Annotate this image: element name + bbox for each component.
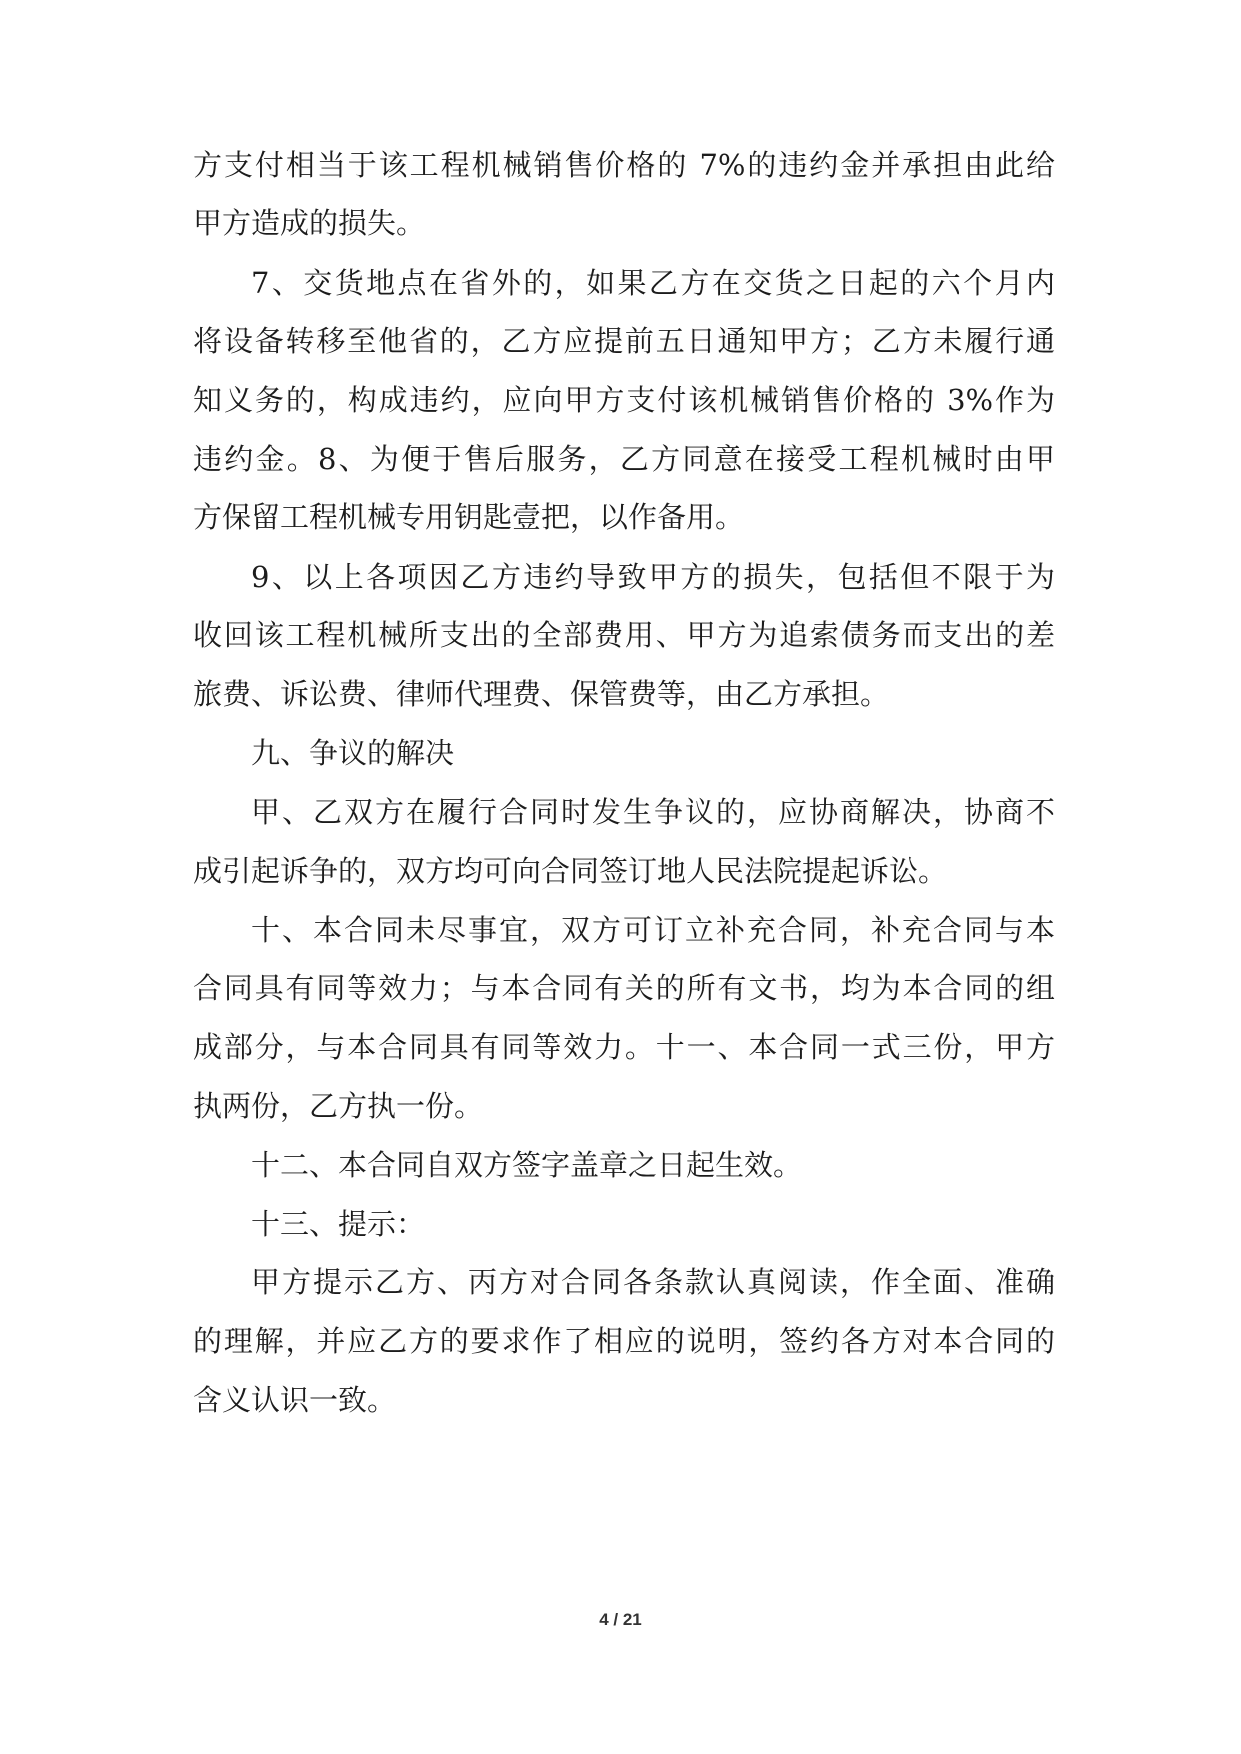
section-heading: 十三、提示： [251, 1207, 426, 1241]
body-text-line: 成部分，与本合同具有同等效力。十一、本合同一式三份，甲方 [193, 1030, 1055, 1064]
body-text-line: 方保留工程机械专用钥匙壹把，以作备用。 [193, 500, 745, 534]
body-text-line: 7、交货地点在省外的，如果乙方在交货之日起的六个月内 [251, 266, 1055, 300]
body-text-line: 含义认识一致。 [193, 1383, 397, 1417]
body-text-line: 收回该工程机械所支出的全部费用、甲方为追索债务而支出的差 [193, 618, 1055, 652]
body-text-line: 9、以上各项因乙方违约导致甲方的损失，包括但不限于为 [251, 560, 1055, 594]
body-text-line: 甲方造成的损失。 [193, 206, 426, 240]
page-number: 4 / 21 [599, 1610, 642, 1629]
body-text-line: 成引起诉争的，双方均可向合同签订地人民法院提起诉讼。 [193, 854, 948, 888]
body-text-line: 知义务的，构成违约，应向甲方支付该机械销售价格的 3%作为 [193, 383, 1055, 417]
body-text-line: 十、本合同未尽事宜，双方可订立补充合同，补充合同与本 [251, 913, 1055, 947]
body-text-line: 将设备转移至他省的，乙方应提前五日通知甲方；乙方未履行通 [193, 324, 1055, 358]
body-text-line: 违约金。8、为便于售后服务，乙方同意在接受工程机械时由甲 [193, 442, 1055, 476]
body-text-line: 十二、本合同自双方签字盖章之日起生效。 [251, 1148, 803, 1182]
body-text-line: 甲、乙双方在履行合同时发生争议的，应协商解决，协商不 [251, 795, 1055, 829]
body-text-line: 执两份，乙方执一份。 [193, 1089, 484, 1123]
body-text-line: 甲方提示乙方、丙方对合同各条款认真阅读，作全面、准确 [251, 1265, 1055, 1299]
body-text-line: 合同具有同等效力；与本合同有关的所有文书，均为本合同的组 [193, 971, 1055, 1005]
body-text-line: 的理解，并应乙方的要求作了相应的说明，签约各方对本合同的 [193, 1324, 1055, 1358]
body-text-line: 旅费、诉讼费、律师代理费、保管费等，由乙方承担。 [193, 677, 890, 711]
section-heading: 九、争议的解决 [251, 736, 455, 770]
body-text-line: 方支付相当于该工程机械销售价格的 7%的违约金并承担由此给 [193, 148, 1055, 182]
